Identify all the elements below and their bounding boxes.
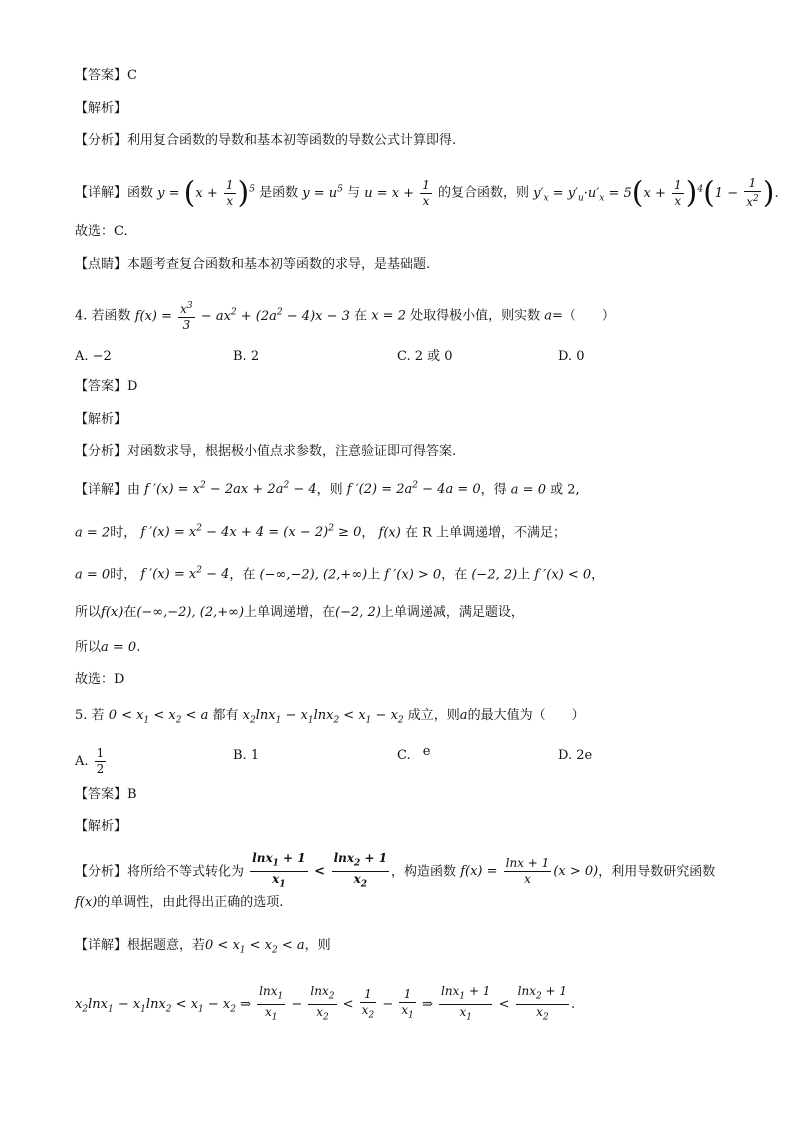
q4-detail-line3: a = 0时， f $'(x) = x^2 - 4$，在 (−∞,−2), (2,+∞)上 f ′(x) > 0，在 (−2, 2)上 f ′(x) < 0， [75, 566, 605, 583]
q5-fenxi-line1: 【分析】将所给不等式转化为 $\frac{\ln x_1 + 1}{x_1}$ < $\frac{\ln x_2 + 1}{x_2}$ ，构造函数 f(x) = $\frac{\ln x + 1}{x}$ (x > 0)，利用导数研究函数 [75, 851, 716, 890]
q3-analysis-heading: 【解析】 [75, 101, 128, 116]
q4-stem: 4. 若函数 f(x) = $\frac{x^3}{3}$ − $ax^2 + (2a^2 - 4)x - 3$ 在 x = 2 处取得极小值，则实数 a=（ ） [75, 301, 615, 332]
q5-answer: 【答案】B [75, 787, 137, 802]
q3-formula-y: y = (x + $\frac{1}{x}$ )$^5$ [157, 175, 255, 210]
q4-function: f(x) = $\frac{x^3}{3}$ − $ax^2 + (2a^2 - 4)x - 3$ [134, 301, 350, 332]
q3-formula-derivative: $y'_x = y'_u\cdot u'_x = 5(x$ + $\frac{1}{x}$ )$^4$(1 − $\frac{1}{x^2}$ ). [533, 175, 779, 210]
q4-option-a: A. −2 [75, 349, 112, 364]
q5-fenxi-line2: f(x)的单调性，由此得出正确的选项. [75, 895, 284, 910]
q4-detail-line5: 所以a = 0. [75, 640, 141, 655]
q4-detail-line1: 【详解】由 f $'(x) = x^2 - 2ax + 2a^2 - 4$，则 f $'(2) = 2a^2 - 4a = 0$，得 a = 0 或 2, [75, 481, 580, 498]
q5-derivation: $x_2\ln x_1 - x_1\ln x_2 < x_1 - x_2$ ⇒ $\frac{\ln x_1}{x_1}$ − $\frac{\ln x_2}{x_2}$ < $\frac{1}{x_2}$ − $\frac{1}{x_1}$ ⇒ $\frac{\ln x_1 + 1}{x_1}$ < $\frac{\ln x_2 + 1}{x_2}$ . [75, 984, 576, 1023]
q3-choose: 故选：C. [75, 224, 128, 239]
q3-fenxi: 【分析】利用复合函数的导数和基本初等函数的导数公式计算即得. [75, 133, 457, 148]
q4-option-d: D. 0 [558, 349, 585, 364]
q5-option-d: D. 2e [558, 748, 593, 763]
q5-analysis-heading: 【解析】 [75, 819, 128, 834]
q3-answer: 【答案】C [75, 68, 137, 83]
q4-answer: 【答案】D [75, 379, 138, 394]
q4-option-b: B. 2 [233, 349, 260, 364]
q5-detail: 【详解】根据题意，若$0 < x_1 < x_2 < a$，则 [75, 938, 331, 956]
q5-option-b: B. 1 [233, 748, 260, 763]
q5-option-a: A. $\frac{1}{2}$ [75, 746, 105, 776]
q4-detail-line4: 所以f(x)在(−∞,−2), (2,+∞)上单调递增，在(−2, 2)上单调递减，满足题设， [75, 605, 524, 620]
q3-formula-u: u = x + $\frac{1}{x}$ [364, 177, 430, 208]
q4-fenxi: 【分析】对函数求导，根据极小值点求参数，注意验证即可得答案. [75, 444, 457, 459]
q3-formula-u5: $y = u^5$ [302, 184, 343, 201]
q4-detail-line2: a = 2时， f $'(x) = x^2 - 4x + 4 = (x - 2)^2 \ge 0$， f(x) 在 R 上单调递增，不满足； [75, 524, 567, 541]
q4-choose: 故选：D [75, 672, 125, 687]
q5-stem: 5. 若 $0 < x_1 < x_2 < a$ 都有 $x_2\ln x_1 - x_1\ln x_2 < x_1 - x_2$ 成立，则a的最大值为（ ） [75, 708, 585, 726]
q4-option-c: C. 2 或 0 [397, 349, 453, 364]
q5-option-c: C. e [397, 744, 431, 763]
q3-detail: 【详解】函数 y = (x + $\frac{1}{x}$ )$^5$ 是函数 $y = u^5$ 与 u = x + $\frac{1}{x}$ 的复合函数，则 $y'_x = y'_u\cdot u'_x = 5(x$ + $\frac{1}{x}$ )$^4$(1 − $\frac{1}{x^2}$ ). [75, 175, 779, 210]
q4-analysis-heading: 【解析】 [75, 412, 128, 427]
q3-dianjing: 【点睛】本题考查复合函数和基本初等函数的求导，是基础题. [75, 257, 431, 272]
